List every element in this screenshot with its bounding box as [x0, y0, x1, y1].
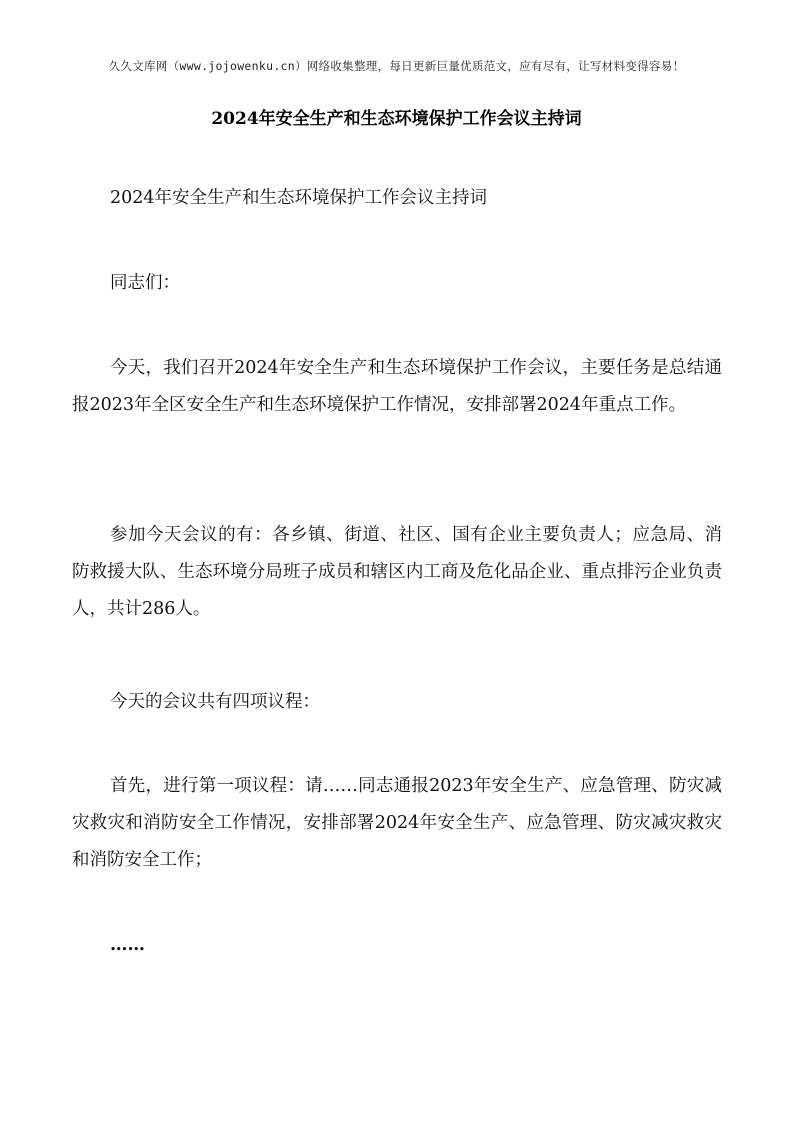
paragraph-agenda-item-1: 首先，进行第一项议程：请……同志通报2023年安全生产、应急管理、防灾减灾救灾和消防安全工作情况，安排部署2024年安全生产、应急管理、防灾减灾救灾和消防安全工作； — [72, 776, 722, 870]
paragraph-attendees: 参加今天会议的有：各乡镇、街道、社区、国有企业主要负责人；应急局、消防救援大队、生态环境分局班子成员和辖区内工商及危化品企业、重点排污企业负责人，共计286人。 — [72, 525, 722, 619]
paragraph-purpose: 今天，我们召开2024年安全生产和生态环境保护工作会议，主要任务是总结通报2023年全区安全生产和生态环境保护工作情况，安排部署2024年重点工作。 — [72, 358, 722, 415]
paragraph-ellipsis: …… — [110, 935, 145, 955]
paragraph-salutation: 同志们： — [110, 273, 180, 293]
document-title: 2024年安全生产和生态环境保护工作会议主持词 — [211, 109, 582, 129]
header-note: 久久文库网（www.jojowenku.cn）网络收集整理，每日更新巨量优质范文，应有尽有，让写材料变得容易！ — [108, 59, 685, 73]
paragraph-subtitle: 2024年安全生产和生态环境保护工作会议主持词 — [110, 188, 488, 208]
paragraph-agenda-intro: 今天的会议共有四项议程： — [110, 692, 320, 712]
